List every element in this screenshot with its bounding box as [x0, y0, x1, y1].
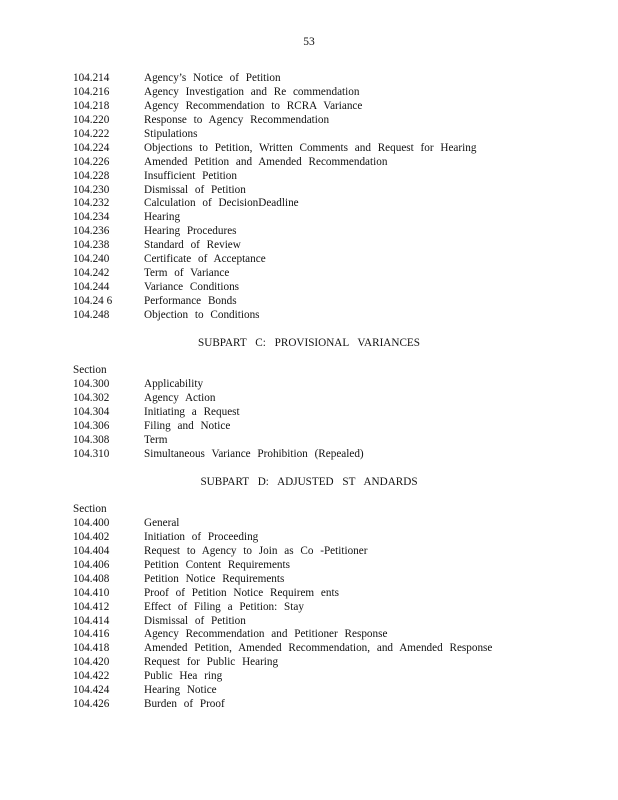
- section-title: Variance Conditions: [144, 281, 240, 294]
- section-title: Initiation of Proceeding: [144, 530, 259, 543]
- section-title: Insufficient Petition: [144, 169, 237, 182]
- section-number: 104.300: [73, 377, 110, 390]
- section-number: 104.230: [73, 183, 110, 196]
- section-number: 104.238: [73, 239, 110, 252]
- section-entry: [73, 448, 593, 462]
- section-number: 104.234: [73, 211, 110, 224]
- section-entry: [73, 684, 593, 698]
- section-title: Effect of Filing a Petition: Stay: [144, 600, 304, 613]
- section-number: 104.224: [73, 141, 110, 154]
- section-number: 104.406: [73, 558, 110, 571]
- section-number: 104.222: [73, 127, 110, 140]
- section-entry: [73, 142, 593, 156]
- section-entry: [73, 114, 593, 128]
- section-entry: [73, 420, 593, 434]
- section-title: Petition Content Requirements: [144, 558, 290, 571]
- section-list-subpart-d: [73, 503, 593, 712]
- section-entry: [73, 128, 593, 142]
- section-number: 104.216: [73, 85, 110, 98]
- section-entry: [73, 253, 593, 267]
- section-title: Amended Petition, Amended Recommendation, and Amended Response: [144, 642, 493, 655]
- section-title: Filing and Notice: [144, 419, 231, 432]
- section-title: Hearing Notice: [144, 684, 217, 697]
- section-title: Certificate of Acceptance: [144, 253, 266, 266]
- section-number: 104.240: [73, 253, 110, 266]
- section-title: Burden of Proof: [144, 698, 225, 711]
- section-number: 104.404: [73, 544, 110, 557]
- section-label: Section: [73, 364, 107, 376]
- section-title: Agency Recommendation and Petitioner Response: [144, 628, 388, 641]
- section-title: Public Hea ring: [144, 670, 223, 683]
- section-number: 104.400: [73, 516, 110, 529]
- section-number: 104.308: [73, 433, 110, 446]
- section-title: Stipulations: [144, 127, 198, 140]
- section-title: Initiating a Request: [144, 405, 240, 418]
- section-title: Hearing: [144, 211, 181, 224]
- section-entry: [73, 378, 593, 392]
- section-entry: [73, 281, 593, 295]
- section-entry: [73, 184, 593, 198]
- section-number: 104.310: [73, 447, 110, 460]
- section-entry: [73, 239, 593, 253]
- section-entry: [73, 587, 593, 601]
- section-number: 104.412: [73, 600, 110, 613]
- section-number: 104.418: [73, 642, 110, 655]
- section-title: Agency Investigation and Re commendation: [144, 85, 360, 98]
- section-number: 104.424: [73, 684, 110, 697]
- section-title: Agency Action: [144, 391, 216, 404]
- section-title: Objections to Petition, Written Comments and Request for Hearing: [144, 141, 477, 154]
- section-number: 104.414: [73, 614, 110, 627]
- section-entry: [73, 197, 593, 211]
- section-title: Objection to Conditions: [144, 308, 260, 321]
- section-title: Simultaneous Variance Prohibition (Repealed): [144, 447, 364, 460]
- section-title: Proof of Petition Notice Requirem ents: [144, 586, 339, 599]
- section-number: 104.410: [73, 586, 110, 599]
- section-title: Response to Agency Recommendation: [144, 113, 330, 126]
- section-number: 104.304: [73, 405, 110, 418]
- section-number: 104.302: [73, 391, 110, 404]
- section-number: 104.226: [73, 155, 110, 168]
- subpart-d-heading: SUBPART D: ADJUSTED ST ANDARDS: [200, 476, 418, 488]
- section-entry: [73, 517, 593, 531]
- section-number: 104.420: [73, 656, 110, 669]
- section-number: 104.422: [73, 670, 110, 683]
- section-entry: [73, 628, 593, 642]
- section-title: Hearing Procedures: [144, 225, 237, 238]
- section-number: 104.24 6: [73, 295, 113, 307]
- section-entry: [73, 601, 593, 615]
- section-entry: [73, 392, 593, 406]
- section-title: Standard of Review: [144, 239, 241, 252]
- section-title: Calculation of DecisionDeadline: [144, 197, 299, 210]
- section-title: Dismissal of Petition: [144, 614, 246, 627]
- section-entry: [73, 573, 593, 587]
- section-number: 104.402: [73, 530, 110, 543]
- section-number: 104.416: [73, 628, 110, 641]
- section-entry: [73, 72, 593, 86]
- section-entry: [73, 531, 593, 545]
- section-entry: [73, 698, 593, 712]
- section-title: Performance Bonds: [144, 295, 237, 307]
- section-label: Section: [73, 503, 107, 515]
- section-entry: [73, 309, 593, 323]
- section-entry: [73, 267, 593, 281]
- section-number: 104.236: [73, 225, 110, 238]
- section-entry: [73, 100, 593, 114]
- section-title: Applicability: [144, 377, 204, 390]
- section-entry: [73, 406, 593, 420]
- section-entry: [73, 434, 593, 448]
- section-number: 104.232: [73, 197, 110, 210]
- section-entry: [73, 545, 593, 559]
- section-number: 104.242: [73, 267, 110, 280]
- section-title: Request to Agency to Join as Co -Petitioner: [144, 544, 368, 557]
- section-title: General: [144, 516, 180, 529]
- section-title: Term of Variance: [144, 267, 230, 280]
- section-title: Dismissal of Petition: [144, 183, 246, 196]
- section-entry: [73, 295, 593, 309]
- section-title: Term: [144, 433, 168, 446]
- section-number: 104.248: [73, 308, 110, 321]
- section-number: 104.228: [73, 169, 110, 182]
- page-number: 53: [303, 36, 315, 48]
- section-entry: [73, 156, 593, 170]
- section-entry: [73, 656, 593, 670]
- section-number: 104.306: [73, 419, 110, 432]
- section-entry: [73, 559, 593, 573]
- section-number: 104.408: [73, 572, 110, 585]
- section-number: 104.218: [73, 99, 110, 112]
- section-entry: [73, 615, 593, 629]
- section-number: 104.244: [73, 281, 110, 294]
- section-number: 104.426: [73, 698, 110, 711]
- section-entry: [73, 225, 593, 239]
- section-title: Amended Petition and Amended Recommendation: [144, 155, 388, 168]
- section-entry: [73, 642, 593, 656]
- section-entry: [73, 170, 593, 184]
- section-number: 104.220: [73, 113, 110, 126]
- section-title: Agency Recommendation to RCRA Variance: [144, 99, 363, 112]
- section-list-subpart-b: [73, 72, 593, 323]
- section-title: Petition Notice Requirements: [144, 572, 285, 585]
- section-entry: [73, 86, 593, 100]
- section-entry: [73, 211, 593, 225]
- section-list-subpart-c: [73, 364, 593, 462]
- section-title: Request for Public Hearing: [144, 656, 279, 669]
- subpart-c-heading: SUBPART C: PROVISIONAL VARIANCES: [198, 337, 420, 349]
- section-number: 104.214: [73, 72, 110, 84]
- section-entry: [73, 670, 593, 684]
- section-title: Agency’s Notice of Petition: [144, 72, 281, 84]
